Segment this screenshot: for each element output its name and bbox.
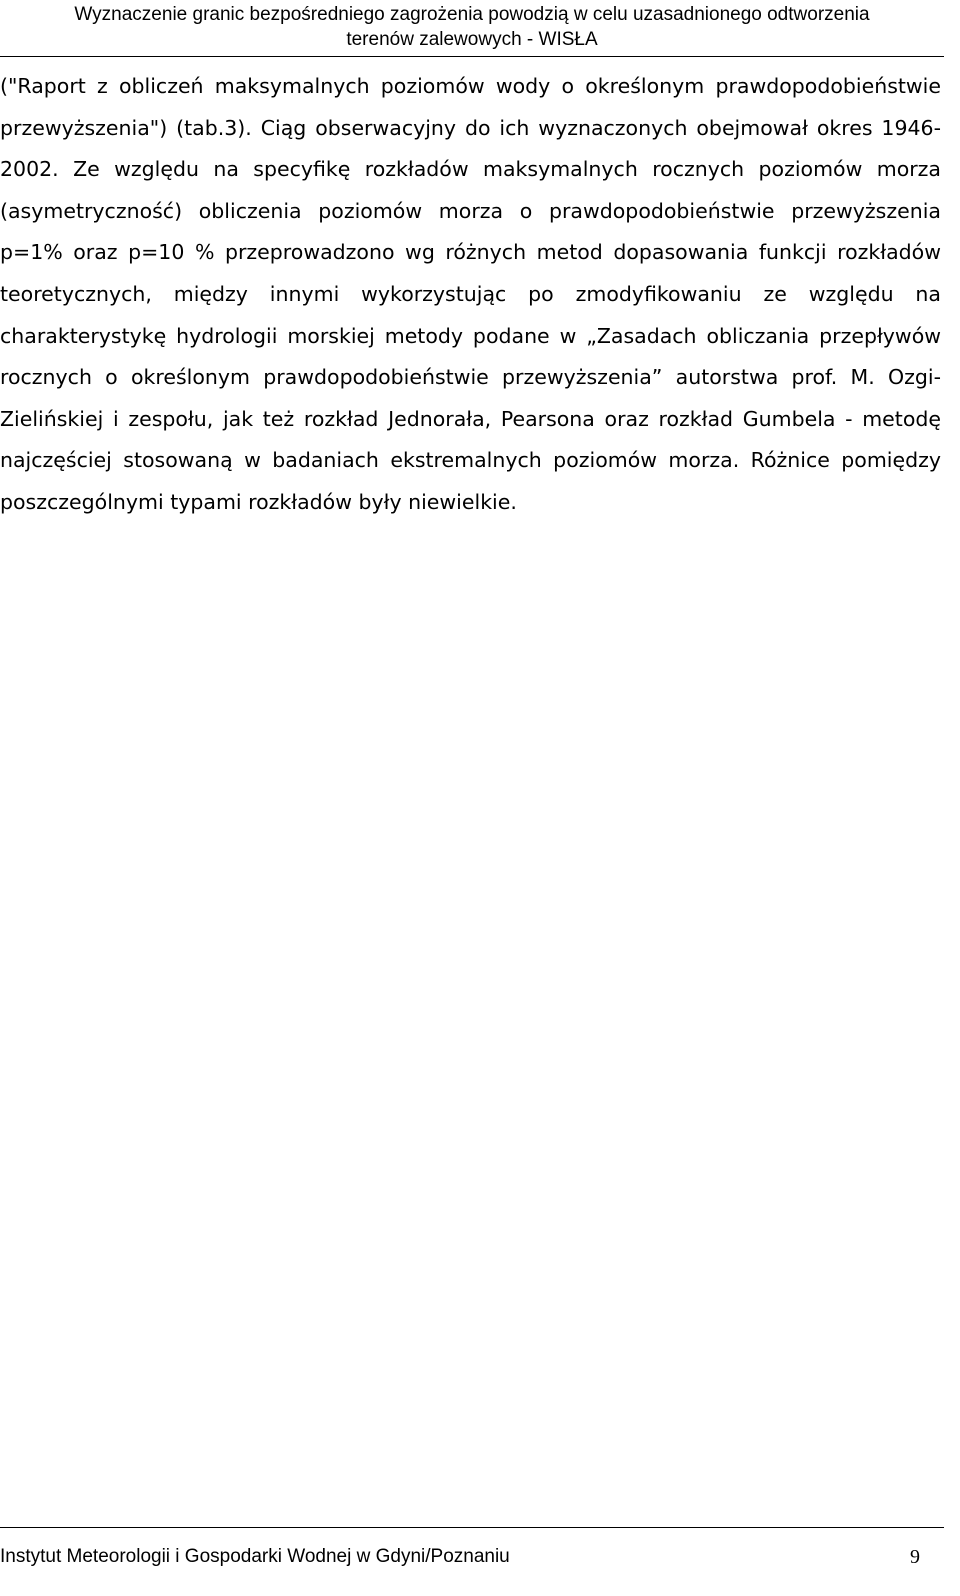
footer-institution: Instytut Meteorologii i Gospodarki Wodnej w Gdyni/Poznaniu: [0, 1546, 510, 1567]
header-line-2: terenów zalewowych - WISŁA: [346, 29, 598, 50]
page-number: 9: [910, 1546, 920, 1568]
header-line-1: Wyznaczenie granic bezpośredniego zagrożenia powodzią w celu uzasadnionego odtworzenia: [74, 4, 870, 25]
running-header: [0, 0, 944, 52]
header-divider: [0, 56, 944, 57]
body-paragraph: ("Raport z obliczeń maksymalnych poziomów wody o określonym prawdopodobieństwie przewyższenia") (tab.3). Ciąg obserwacyjny do ich wyznaczonych obejmował okres 1946-2002. Ze względu na specyfikę rozkładów maksymalnych rocznych poziomów morza (asymetryczność) obliczenia poziomów morza o prawdopodobieństwie przewyższenia p=1% oraz p=10 % przeprowadzono wg różnych metod dopasowania funkcji rozkładów teoretycznych, między innymi wykorzystując po zmodyfikowaniu ze względu na charakterystykę hydrologii morskiej metody podane w „Zasadach obliczania przepływów rocznych o określonym prawdopodobieństwie przewyższenia” autorstwa prof. M. Ozgi-Zielińskiej i zespołu, jak też rozkład Jednorała, Pearsona oraz rozkład Gumbela - metodę najczęściej stosowaną w badaniach ekstremalnych poziomów morza. Różnice pomiędzy poszczególnymi typami rozkładów były niewielkie.: [0, 74, 941, 514]
footer-divider: [0, 1527, 944, 1528]
